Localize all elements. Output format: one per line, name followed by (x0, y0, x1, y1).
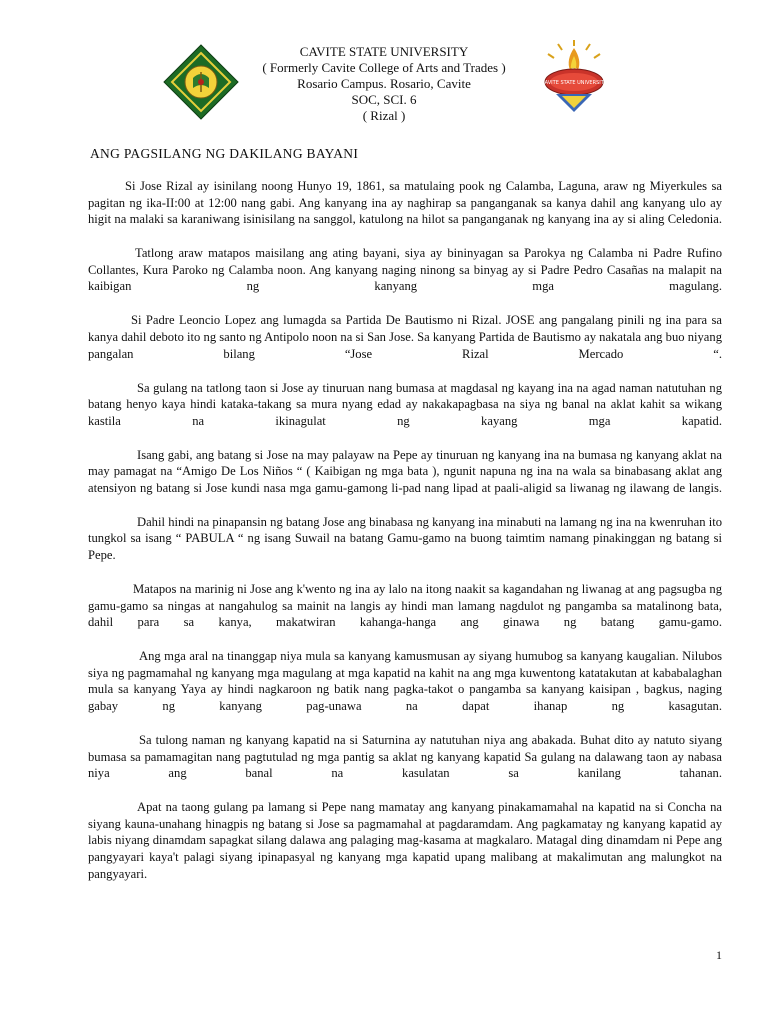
former-name: ( Formerly Cavite College of Arts and Trades ) (262, 60, 506, 75)
document-header (200, 44, 568, 124)
document-title: ANG PAGSILANG NG DAKILANG BAYANI (90, 146, 359, 161)
paragraph: Si Jose Rizal ay isinilang noong Hunyo 19, 1861, sa matulaing pook ng Calamba, Laguna, araw ng Miyerkules sa pagitan ng ika-II:00 at 12:00 nang gabi. Ang kanyang ina ay naghirap sa panganganak sa kanya dahil ang kanyang ulo ay higit na malaki sa karaniwang isinisilang na sanggol, katulong na hilot sa panganganak ng kanyang ina ay si aling Celedonia. (88, 179, 722, 227)
document-body (88, 178, 722, 900)
page-number: 1 (716, 948, 722, 962)
paragraph: Dahil hindi na pinapansin ng batang Jose ang binabasa ng kanyang ina minabuti na lamang ng ina na kwenruhan ito tungkol sa isang “ PABULA “ ng isang Suwail na batang Gamu-gamo na buong taimtim namang pinakinggan ng batang si Pepe. (88, 514, 722, 563)
paragraph: Sa gulang na tatlong taon si Jose ay tinuruan nang bumasa at magdasal ng kayang ina na agad naman natutuhan ng batang henyo kaya hindi kataka-takang sa mura nyang edad ay nakakapagbasa na siya ng banal na aklat kahit sa wikang kastila na ikinagulat ng kayang mga kapatid. (88, 380, 722, 428)
paragraph: Isang gabi, ang batang si Jose na may palayaw na Pepe ay tinuruan ng kanyang ina na bumasa ng kanyang aklat na may pamagat na “Amigo De Los Niños “ ( Kaibigan ng mga bata ), ngunit napuna ng ina na wala sa binabasang aklat ang atensiyon ng batang si Jose kundi nasa mga gamu-gamong li-pad nang lipad at paali-aligid sa liwanag ng ilawang de langis. (88, 447, 722, 495)
campus-location: Rosario Campus. Rosario, Cavite (297, 76, 471, 91)
paragraph: Si Padre Leoncio Lopez ang lumagda sa Partida De Bautismo ni Rizal. JOSE ang pangalang pinili ng ina para sa kanya dahil deboto ito ng santo ng Antipolo noon na si San Jose. Sa kanyang Partida de Bautismo ay nakatala ang buo niyang pangalan bilang “Jose Rizal Mercado “. (88, 313, 722, 361)
paragraph: Matapos na marinig ni Jose ang k'wento ng ina ay lalo na itong naakit sa kagandahan ng liwanag at ang pagsugba ng gamu-gamo sa ningas at nangahulog sa mainit na langis ay hindi man lamang nagdulot ng pangamba sa matalinong bata, dahil para sa kanya, makatwiran kahanga-hanga ang ginawa ng batang gamu-gamo. (88, 582, 722, 630)
university-seal-right (540, 40, 608, 116)
course-subject: ( Rizal ) (362, 108, 406, 123)
paragraph: Tatlong araw matapos maisilang ang ating bayani, siya ay bininyagan sa Parokya ng Calamba ni Padre Rufino Collantes, Kura Paroko ng Calamba noon. Ang kanyang naging ninong sa binyag ay si Padre Pedro Casañas na malapit na kaibigan ng kanyang mga magulang. (88, 246, 722, 294)
paragraph: Sa tulong naman ng kanyang kapatid na si Saturnina ay natutuhan niya ang abakada. Buhat dito ay natuto siyang bumasa sa pamamagitan nang pagtutulad ng mga pantig sa aklat ng kanyang kapatid Sa gulang na dalawang taon ay nabasa niya ang banal na kasulatan sa kanilang tahanan. (88, 732, 722, 781)
university-name: CAVITE STATE UNIVERSITY (299, 44, 469, 59)
seal-text: CAVITE STATE UNIVERSITY (541, 80, 607, 86)
course-code: SOC, SCI. 6 (351, 92, 417, 107)
paragraph: Ang mga aral na tinanggap niya mula sa kanyang kamusmusan ay siyang humubog sa kanyang kaugalian. Nilubos siya ng pagmamahal ng kanyang mga magulang at mga kapatid na kahit na ang mga kuwentong katatakutan at kababalaghan mula sa kanyang Yaya ay hindi nagkaroon ng batik nang pagka-takot o pangamba sa kanyang kaisipan , bagkus, naging gabay ng kanyang pag-unawa na dapat ihanap ng kasagutan. (88, 649, 722, 713)
paragraph: Apat na taong gulang pa lamang si Pepe nang mamatay ang kanyang pinakamamahal na kapatid na si Concha na siyang kauna-unahang hinagpis ng batang si Jose sa pagmamahal at pagdaramdam. Ang pagkamatay ng kanyang kapatid ay labis niyang dinamdam sapagkat silang dalawa ang palaging mag-kasama at magkalaro. Matagal ding dinamdam ni Pepe ang pangyayari kaya't palagi siyang ipinapasyal ng kanyang mga kapatid upang malibang at makalimutan ang malungkot na pangyayari. (88, 800, 722, 881)
